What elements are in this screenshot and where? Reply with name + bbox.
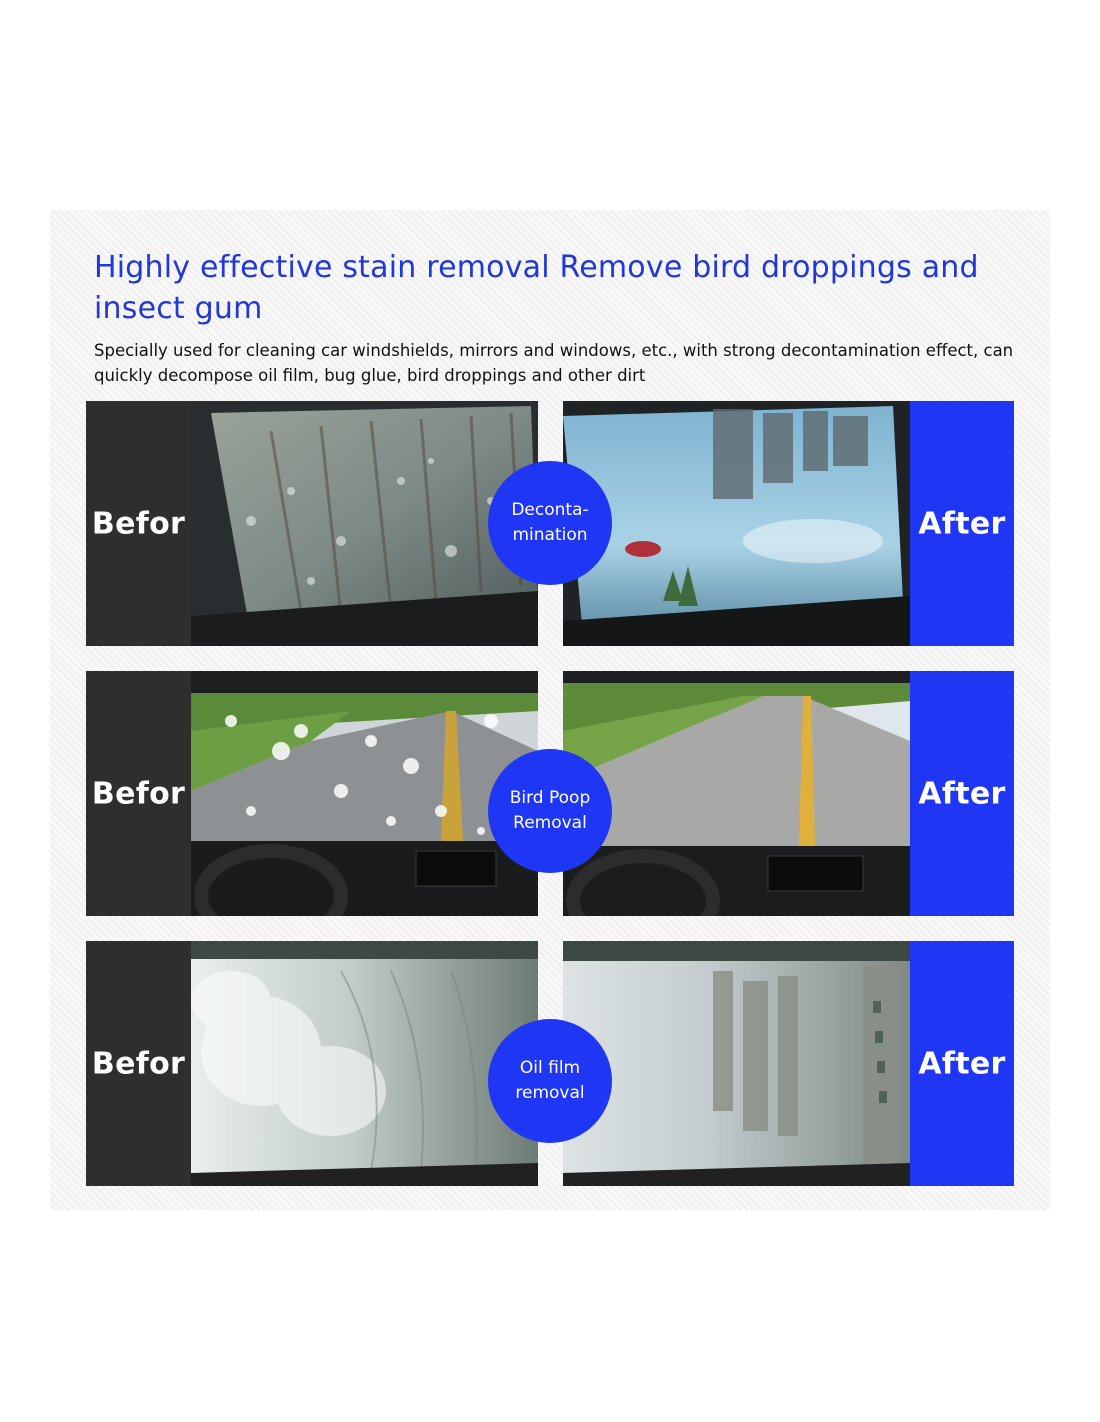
product-description: Specially used for cleaning car windshields, mirrors and windows, etc., with strong decontamination effect, can quickly decompose oil film, bug glue, bird droppings and other dirt: [94, 341, 1014, 385]
before-oil-film-photo: [191, 941, 538, 1186]
comparison-row-bird-poop: [86, 671, 1014, 916]
after-clear-windshield-photo: [563, 941, 910, 1186]
after-clean-road-photo: [563, 671, 910, 916]
before-label: Befor: [91, 776, 186, 811]
after-label-box: [910, 941, 1014, 1186]
decontamination-badge: [488, 461, 612, 585]
oil-film-removal-badge: [488, 1019, 612, 1143]
before-bird-droppings-photo: [191, 671, 538, 916]
after-windshield-clean-photo: [563, 401, 910, 646]
after-label-box: [910, 671, 1014, 916]
comparison-row-decontamination: [86, 401, 1014, 646]
after-label: After: [918, 506, 1006, 541]
badge-label: Bird Poop Removal: [509, 788, 591, 833]
before-label: Befor: [91, 1046, 186, 1081]
after-label: After: [918, 776, 1006, 811]
page-title: Highly effective stain removal Remove bird droppings and insect gum: [94, 250, 979, 326]
before-windshield-dirty-photo: [191, 401, 538, 646]
before-label: Befor: [91, 506, 186, 541]
after-label: After: [918, 1046, 1006, 1081]
before-label-box: [86, 671, 191, 916]
badge-label: Deconta- mination: [511, 500, 589, 545]
before-label-box: [86, 401, 191, 646]
comparison-row-oil-film: [86, 941, 1014, 1186]
badge-label: Oil film removal: [515, 1058, 585, 1103]
before-label-box: [86, 941, 191, 1186]
after-label-box: [910, 401, 1014, 646]
bird-poop-removal-badge: [488, 749, 612, 873]
